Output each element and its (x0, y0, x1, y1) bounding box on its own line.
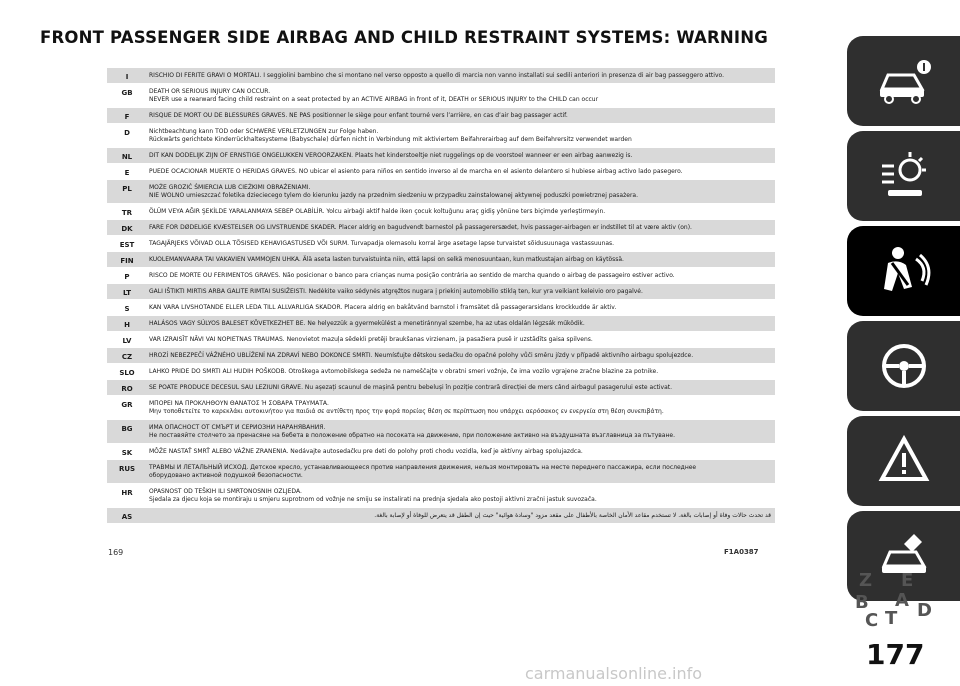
car-info-icon (874, 51, 934, 111)
warning-row (107, 484, 775, 508)
index-letter: T (885, 608, 898, 629)
page-title: FRONT PASSENGER SIDE AIRBAG AND CHILD RESTRAINT SYSTEMS: WARNING (40, 28, 769, 47)
warning-row (107, 204, 775, 220)
warning-text-line: MÔŽE NASTAŤ SMRŤ ALEBO VÁŽNE ZRANENIA. Nedávajte autosedačku pre deti do polohy proti chodu vozidla, keď je aktívny airbag spolujazdca. (149, 448, 583, 455)
chapter-tab-safety[interactable] (847, 226, 960, 316)
warning-text-line: Sjedala za djecu koja se montiraju u smjeru suprotnom od vožnje ne smiju se instalirati na prednja sjedala ako postoji aktivni zračni jastuk suvozača. (149, 496, 597, 503)
warning-row (107, 236, 775, 252)
language-code: DK (121, 225, 133, 233)
warning-row (107, 316, 775, 332)
warning-text (147, 204, 775, 219)
warning-text (147, 316, 775, 331)
warning-text-line: VAR IZRAISĪT NĀVI VAI NOPIETNAS TRAUMAS. Nenovietot mazuļa sēdekli pretēji braukšanas virzienam, ja pasažiera pusē ir uzstādīts gaisa spilvens. (149, 336, 593, 343)
warning-text (147, 444, 775, 459)
warning-text (147, 460, 775, 483)
warning-row (107, 84, 775, 108)
warning-row (107, 420, 775, 444)
language-code: I (125, 73, 129, 81)
warning-text (147, 252, 775, 267)
warning-text (147, 68, 775, 83)
language-code: HR (121, 489, 133, 497)
warning-text (147, 420, 775, 443)
warning-row (107, 164, 775, 180)
warning-text (147, 300, 775, 315)
language-code: TR (121, 209, 133, 217)
warning-row (107, 124, 775, 148)
page-number: 177 (866, 638, 925, 671)
warning-text-line: ТРАВМЫ И ЛЕТАЛЬНЫЙ ИСХОД. Детское кресло, устанавливающееся против направления движения, нельзя монтировать на месте переднего пассажира, если последнее (149, 464, 697, 471)
warning-row (107, 148, 775, 164)
watermark: carmanualsonline.info (525, 664, 703, 683)
warning-text-line: DIT KAN DODELIJK ZIJN OF ERNSTIGE ONGELUKKEN VEROORZAKEN. Plaats het kinderstoeltje niet ruggelings op de voorstoel wanneer er een airbag aanwezig is. (149, 152, 633, 159)
language-code: RO (121, 385, 133, 393)
dashboard-lights-icon (874, 146, 934, 206)
language-code: P (124, 273, 130, 281)
index-letter: D (917, 600, 932, 621)
warning-row (107, 220, 775, 236)
chapter-tab-starting[interactable] (847, 321, 960, 411)
warning-text (147, 220, 775, 235)
language-code: AS (121, 513, 133, 521)
warning-text-line: RISQUE DE MORT OU DE BLESSURES GRAVES. NE PAS positionner le siège pour enfant tourné vers l’arrière, en cas d’air bag passager actif. (149, 112, 568, 119)
warning-text-line: оборудовано активной подушкой безопасности. (149, 472, 303, 479)
warning-text-line: LAHKO PRIDE DO SMRTI ALI HUDIH POŠKODB. Otroškega avtomobilskega sedeža ne nameščajte v obratni smeri vožnje, če ima vozilo vgrajene zračne blazine za potnike. (149, 368, 659, 375)
seat-belt-airbag-icon (874, 241, 934, 301)
warning-text-line: RISCO DE MORTE OU FERIMENTOS GRAVES. Não posicionar o banco para crianças numa posição contrária ao sentido de marcha quando o airbag de passageiro estiver activo. (149, 272, 675, 279)
language-code: NL (121, 153, 133, 161)
language-code: SK (121, 449, 133, 457)
warning-text (147, 396, 775, 419)
warning-table (107, 68, 775, 524)
warning-text-line: ÖLÜM VEYA AĞIR ŞEKİLDE YARALANMAYA SEBEP OLABİLİR. Yolcu airbaği aktif halde iken çocuk koltuğunu araç gidiş yönüne ters biçimde yerleştirmeyin. (149, 208, 606, 215)
warning-text (147, 508, 775, 523)
warning-text-line: DEATH OR SERIOUS INJURY CAN OCCUR. (149, 88, 271, 95)
index-letter: A (895, 590, 909, 611)
warning-row (107, 508, 775, 524)
warning-text-line: MOŻE GROZIĆ ŚMIERCIA LUB CIEŻKIMI OBRAŻENIAMI. (149, 184, 311, 191)
image-code: F1A0387 (724, 548, 759, 556)
alphabet-index-letters (855, 570, 945, 630)
warning-text-line: ИМА ОПАСНОСТ ОТ СМЪРТ И СЕРИОЗНИ НАРАНЯВАНИЯ. (149, 424, 326, 431)
warning-text (147, 332, 775, 347)
warning-text-line: PUEDE OCACIONAR MUERTE O HERIDAS GRAVES. NO ubicar el asiento para niños en sentido inverso al de marcha en el asiento delantero si hubiese airbag activo lado pasegero. (149, 168, 683, 175)
warning-text (147, 348, 775, 363)
warning-row (107, 284, 775, 300)
warning-text (147, 108, 775, 123)
warning-text-line: FARE FOR DØDELIGE KVÆSTELSER OG LIVSTRUENDE SKADER. Placer aldrig en bagudvendt barnestol på passagerersædet, hvis passager-airbagen er indstillet til at være aktiv (on). (149, 224, 692, 231)
warning-row (107, 268, 775, 284)
language-code: LT (122, 289, 132, 297)
index-letter: B (855, 592, 869, 613)
language-code: GR (121, 401, 133, 409)
warning-row (107, 396, 775, 420)
language-code: EST (119, 241, 135, 249)
index-letter: E (901, 570, 914, 591)
warning-text-line: Не поставяйте столчето за пренасяне на бебета в положение обратно на посоката на движение, при положение активно на въздушната възглавница за пътуване. (149, 432, 675, 439)
warning-text-line: ΜΠΟΡΕΙ ΝΑ ΠΡΟΚΛΗΘΟΥΝ ΘΑΝΑΤΟΣ Ή ΣΟΒΑΡΑ ΤΡΑΥΜΑΤΑ. (149, 400, 329, 407)
warning-text (147, 84, 775, 107)
chapter-tab-vehicle[interactable] (847, 36, 960, 126)
warning-text-line: Μην τοποθετείτε το καρεκλάκι αυτοκινήτου για παιδιά σε αντίθετη προς την φορά πορείας θέση σε περίπτωση που υπάρχει αερόσακος εν ενεργεία στη θέση συνεπιβάτη. (149, 408, 664, 415)
language-code: PL (122, 185, 132, 193)
warning-text (147, 148, 775, 163)
warning-text (147, 484, 775, 507)
index-letter: Z (859, 570, 873, 591)
warning-text-line: RISCHIO DI FERITE GRAVI O MORTALI. I seggiolini bambino che si montano nel verso opposto a quello di marcia non vanno installati sui sedili anteriori in presenza di air bag passeggero attivo. (149, 72, 724, 79)
warning-text-line: NIE WOLNO umieszczać foletika dzieciecego tylem do kierunku jazdy na przednim siedzeniu w przypadku zainstalowanej aktywnej poduszki powietrznej pasażera. (149, 192, 638, 199)
warning-text (147, 180, 775, 203)
warning-text-line: HROZÍ NEBEZPEČÍ VÁŽNÉHO UBLÍŽENÍ NA ZDRAVÍ NEBO DOKONCE SMRTI. Neumísťujte dětskou sedačku do opačné polohy vůči směru jízdy v případě aktivního airbagu spolujezdce. (149, 352, 694, 359)
index-letter: C (865, 610, 879, 631)
warning-text (147, 124, 775, 147)
language-code: GB (121, 89, 133, 97)
warning-text (147, 268, 775, 283)
warning-text-line: SE POATE PRODUCE DECESUL SAU LEZIUNI GRAVE. Nu așezați scaunul de mașină pentru bebeluși în poziție contrară direcției de mers când airbagul pasagerului este activat. (149, 384, 673, 391)
warning-text (147, 364, 775, 379)
warning-text-line: GALI IŠTIKTI MIRTIS ARBA GALITE RIMTAI SUSIŽEISTI. Nedėkite vaiko sėdynės atgręžtos nugara į priekinį automobilio stiklą ten, kur yra veikiant keleivio oro pagalvė. (149, 288, 643, 295)
warning-text-line: قد تحدث حالات وفاة أو إصابات بالغة. لا تستخدم مقاعد الأمان الخاصة بالأطفال على مقعد مزود "وسادة هوائية" حيث إن الطفل قد يتعرض للوفاة أو لإصابة بالغة. (374, 512, 771, 519)
language-code: S (124, 305, 130, 313)
warning-text-line: HALÁSOS VAGY SÚLYOS BALESET KÖVETKEZHET BE. Ne helyezzük a gyermekülést a menetiránnyal szembe, ha az utas oldalán légzsák működik. (149, 320, 585, 327)
language-code: FIN (120, 257, 134, 265)
language-code: RUS (118, 465, 136, 473)
warning-text-line: KAN VARA LIVSHOTANDE ELLER LEDA TILL ALLVARLIGA SKADOR. Placera aldrig en bakåtvänd barnstol i framsätet då passagerarsidans krockkudde är aktiv. (149, 304, 617, 311)
warning-row (107, 68, 775, 84)
warning-row (107, 348, 775, 364)
warning-row (107, 380, 775, 396)
warning-triangle-icon (874, 431, 934, 491)
language-code: SLO (119, 369, 135, 377)
warning-row (107, 300, 775, 316)
left-page-number: 169 (108, 548, 124, 557)
steering-wheel-icon (874, 336, 934, 396)
chapter-tab-instruments[interactable] (847, 131, 960, 221)
warning-text-line: Rückwärts gerichtete Kinderrückhaltesysteme (Babyschale) dürfen nicht in Verbindung mit aktiviertem Beifahrerairbag auf dem Beifahrersitz verwendet warden (149, 136, 632, 143)
warning-text (147, 380, 775, 395)
chapter-tab-emergency[interactable] (847, 416, 960, 506)
warning-text (147, 236, 775, 251)
warning-row (107, 108, 775, 124)
language-code: BG (121, 425, 133, 433)
warning-text-line: Nichtbeachtung kann TOD oder SCHWERE VERLETZUNGEN zur Folge haben. (149, 128, 379, 135)
language-code: E (124, 169, 130, 177)
language-code: F (124, 113, 130, 121)
warning-text (147, 164, 775, 179)
warning-text-line: TAGAJÄRJEKS VÕIVAD OLLA TÕSISED KEHAVIGASTUSED VÕI SURM. Turvapadja olemasolu korral ärge asetage lapse turvaistet sõidusuunaga vastassuunas. (149, 240, 615, 247)
warning-text-line: NEVER use a rearward facing child restraint on a seat protected by an ACTIVE AIRBAG in front of it, DEATH or SERIOUS INJURY to the CHILD can occur (149, 96, 599, 103)
language-code: LV (122, 337, 132, 345)
warning-text-line: OPASNOST OD TEŠKIH ILI SMRTONOSNIH OZLJEDA. (149, 488, 302, 495)
language-code: D (124, 129, 130, 137)
warning-row (107, 444, 775, 460)
language-code: CZ (121, 353, 133, 361)
warning-row (107, 364, 775, 380)
warning-text-line: KUOLEMANVAARA TAI VAKAVIEN VAMMOJEN UHKA. Älä aseta lasten turvaistuinta niin, että lapsi on selkä menosuuntaan, kun matkustajan airbag on käytössä. (149, 256, 624, 263)
warning-row (107, 252, 775, 268)
chapter-sidebar (847, 36, 960, 636)
warning-row (107, 332, 775, 348)
language-code: H (124, 321, 130, 329)
warning-text (147, 284, 775, 299)
warning-row (107, 460, 775, 484)
warning-row (107, 180, 775, 204)
